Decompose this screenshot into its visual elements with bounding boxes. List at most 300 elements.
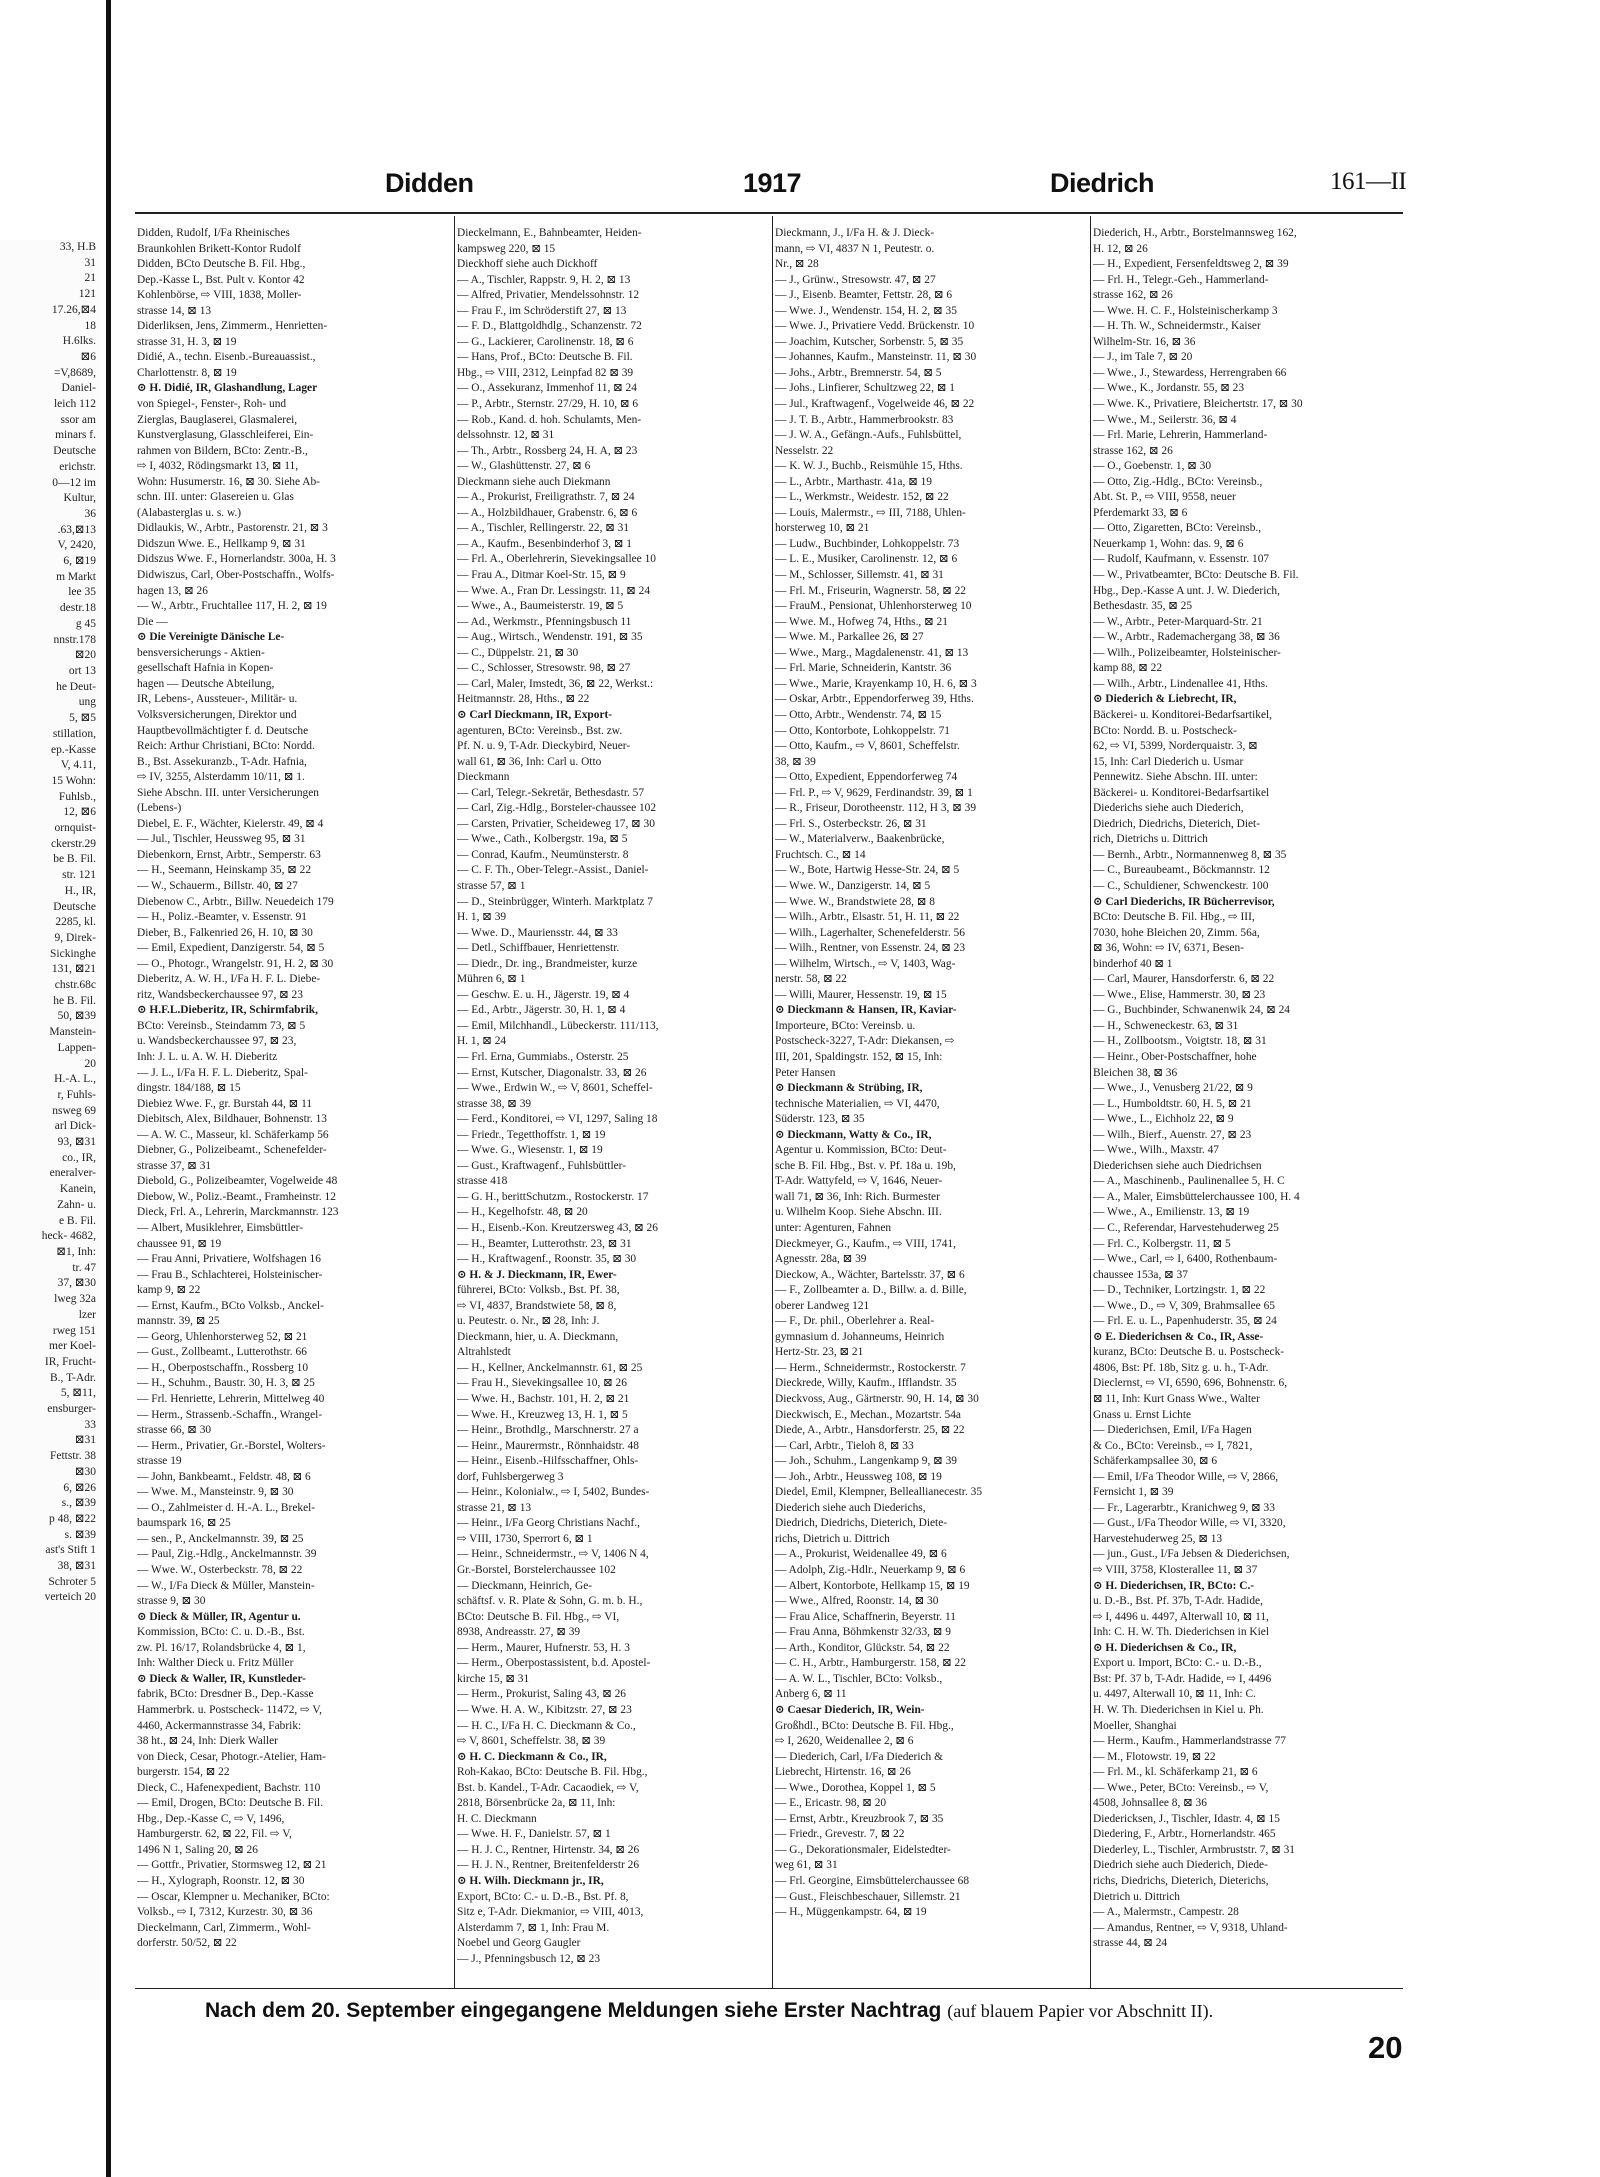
directory-line: Diderliksen, Jens, Zimmerm., Henrietten- (137, 320, 328, 333)
directory-line: — Frl. Henriette, Lehrerin, Mittelweg 40 (137, 1393, 325, 1406)
directory-line: — Joachim, Kutscher, Sorbenstr. 5, ⊠ 35 (775, 335, 964, 348)
directory-line: von Dieck, Cesar, Photogr.-Atelier, Ham- (137, 1750, 326, 1763)
directory-line: — Jul., Tischler, Heussweg 95, ⊠ 31 (137, 833, 306, 846)
directory-line: — L., Humboldtstr. 60, H. 5, ⊠ 21 (1093, 1097, 1252, 1110)
directory-line: — Emil, Milchhandl., Lübeckerstr. 111/113, (457, 1019, 659, 1032)
directory-line: delssohnstr. 12, ⊠ 31 (457, 429, 555, 442)
directory-line: Peter Hansen (775, 1066, 836, 1079)
directory-line: — Joh., Schuhm., Langenkamp 9, ⊠ 39 (775, 1455, 957, 1468)
directory-line: Diebenkorn, Ernst, Arbtr., Semperstr. 63 (137, 848, 321, 861)
directory-line: Schäferkampsallee 30, ⊠ 6 (1093, 1455, 1218, 1468)
directory-line: Diebel, E. F., Wächter, Kielerstr. 49, ⊠ 4 (137, 817, 324, 830)
directory-line: Dieckhoff siehe auch Dickhoff (457, 258, 598, 271)
directory-line: — D., Techniker, Lortzingstr. 1, ⊠ 22 (1093, 1284, 1266, 1297)
directory-line: — Detl., Schiffbauer, Henriettenstr. (457, 942, 620, 955)
directory-line: — Frl. M., kl. Schäferkamp 21, ⊠ 6 (1093, 1766, 1258, 1779)
directory-line: — L. E., Musiker, Carolinenstr. 12, ⊠ 6 (775, 553, 958, 566)
directory-line: 62, ⇨ VI, 5399, Norderquaistr. 3, ⊠ (1093, 740, 1258, 753)
directory-line: Dieckelmann, Carl, Zimmerm., Wohl- (137, 1921, 311, 1934)
directory-line: Heitmannstr. 28, Hths., ⊠ 22 (457, 693, 590, 706)
directory-line: — Wwe., Carl, ⇨ I, 6400, Rothenbaum- (1093, 1253, 1278, 1266)
directory-line: — Wwe., J., Stewardess, Herrengraben 66 (1093, 366, 1287, 379)
directory-line: — Herm., Strassenb.-Schaffn., Wrangel- (137, 1408, 323, 1421)
directory-line: — W., Arbtr., Peter-Marquard-Str. 21 (1093, 615, 1263, 628)
previous-page-fragment: 6, ⊠26 (63, 1481, 96, 1494)
directory-line: 4460, Ackermannstrasse 34, Fabrik: (137, 1719, 302, 1732)
previous-page-fragment: V, 4.11, (60, 759, 96, 772)
column-divider-3 (1090, 216, 1091, 1988)
directory-line: — H., Expedient, Fersenfeldtsweg 2, ⊠ 39 (1093, 258, 1289, 271)
directory-line: — Paul, Zig.-Hdlg., Anckelmannstr. 39 (137, 1548, 317, 1561)
directory-line: — H., Müggenkampstr. 64, ⊠ 19 (775, 1906, 927, 1919)
directory-line: ⇨ I, 4496 u. 4497, Alterwall 10, ⊠ 11, (1093, 1610, 1269, 1623)
header-rule (135, 212, 1403, 214)
directory-line: — Carl, Zig.-Hdlg., Borsteler-chaussee 102 (457, 802, 657, 815)
previous-page-fragment: Fuhlsb., (58, 790, 96, 803)
directory-line: oberer Landweg 121 (775, 1299, 870, 1312)
directory-line: — Frau Anna, Böhmkenstr 32/33, ⊠ 9 (775, 1626, 951, 1639)
directory-line: Diedericksen, J., Tischler, Idastr. 4, ⊠ 15 (1093, 1812, 1280, 1825)
previous-page-edge (0, 240, 100, 2000)
directory-line: Dieber, B., Falkenried 26, H. 10, ⊠ 30 (137, 926, 313, 939)
directory-line: — Frau Anni, Privatiere, Wolfshagen 16 (137, 1253, 321, 1266)
previous-page-fragment: 36 (84, 507, 96, 520)
directory-line: ⊙ Dieckmann, Watty & Co., IR, (775, 1128, 932, 1141)
directory-line: — Bernh., Arbtr., Normannenweg 8, ⊠ 35 (1093, 848, 1287, 861)
directory-line: ⇨ V, 8601, Scheffelstr. 38, ⊠ 39 (457, 1735, 606, 1748)
directory-line: 1496 N 1, Saling 20, ⊠ 26 (137, 1843, 258, 1856)
previous-page-fragment: tr. 47 (72, 1261, 96, 1274)
directory-line: — Wwe., Cath., Kolbergstr. 19a, ⊠ 5 (457, 833, 628, 846)
directory-line: — Wwe., Peter, BCto: Vereinsb., ⇨ V, (1093, 1781, 1269, 1794)
directory-line: — Frl. E. u. L., Papenhuderstr. 35, ⊠ 24 (1093, 1315, 1277, 1328)
directory-line: gymnasium d. Johanneums, Heinrich (775, 1330, 945, 1343)
directory-line: — Frl. S., Osterbeckstr. 26, ⊠ 31 (775, 817, 927, 830)
directory-line: Diederichsen siehe auch Diedrichsen (1093, 1159, 1262, 1172)
directory-line: ⊙ Die Vereinigte Dänische Le- (137, 631, 285, 644)
previous-page-fragment: 21 (84, 272, 96, 285)
directory-line: Bst: Pf. 37 b, T-Adr. Hadide, ⇨ I, 4496 (1093, 1672, 1272, 1685)
directory-line: — Wilhelm, Wirtsch., ⇨ V, 1403, Wag- (775, 957, 956, 970)
directory-line: — A., Maler, Eimsbüttelerchaussee 100, H. 4 (1093, 1190, 1300, 1203)
previous-page-fragment: s. ⊠39 (64, 1528, 96, 1541)
directory-line: — J., im Tale 7, ⊠ 20 (1093, 351, 1193, 364)
previous-page-fragment: he B. Fil. (53, 994, 96, 1007)
previous-page-fragment: co., IR, (62, 1151, 96, 1164)
directory-line: — Georg, Uhlenhorsterweg 52, ⊠ 21 (137, 1330, 308, 1343)
previous-page-fragment: ⊠30 (74, 1465, 96, 1478)
previous-page-fragment: Manstein- (49, 1026, 96, 1039)
directory-line: — Gust., Fleischbeschauer, Sillemstr. 21 (775, 1890, 961, 1903)
directory-line: Diedrich, Diedrichs, Dieterich, Diete- (775, 1517, 948, 1530)
directory-line: — H., Poliz.-Beamter, v. Essenstr. 91 (137, 911, 307, 924)
directory-line: — Hans, Prof., BCto: Deutsche B. Fil. (457, 351, 633, 364)
directory-line: führerei, BCto: Volksb., Bst. Pf. 38, (457, 1284, 620, 1297)
directory-line: — A. W. C., Masseur, kl. Schäferkamp 56 (137, 1128, 329, 1141)
directory-line: Wilhelm-Str. 16, ⊠ 36 (1093, 335, 1196, 348)
directory-line: agenturen, BCto: Vereinsb., Bst. zw. (457, 724, 623, 737)
directory-line: ⊙ H.F.L.Dieberitz, IR, Schirmfabrik, (137, 1004, 318, 1017)
directory-line: Kommission, BCto: C. u. D.-B., Bst. (137, 1626, 305, 1639)
directory-line: — C. H., Arbtr., Hamburgerstr. 158, ⊠ 22 (775, 1657, 966, 1670)
directory-line: kamp 9, ⊠ 22 (137, 1284, 201, 1297)
directory-line: — Albert, Musiklehrer, Eimsbüttler- (137, 1222, 304, 1234)
directory-line: Diebenow C., Arbtr., Billw. Neuedeich 179 (137, 895, 334, 908)
previous-page-fragment: ornquist- (54, 822, 96, 835)
directory-line: strasse 162, ⊠ 26 (1093, 444, 1173, 457)
directory-line: — Otto, Kontorbote, Lohkoppelstr. 71 (775, 724, 950, 737)
directory-line: H. W. Th. Diederichsen in Kiel u. Ph. (1093, 1703, 1264, 1716)
column-divider-2 (772, 216, 773, 1988)
directory-line: BCto: Nordd. B. u. Postscheck- (1093, 724, 1237, 737)
directory-line: — Ernst, Arbtr., Kreuzbrook 7, ⊠ 35 (775, 1812, 944, 1825)
directory-line: ⊙ H. Diederichsen & Co., IR, (1093, 1641, 1237, 1654)
directory-line: — H., Kegelhofstr. 48, ⊠ 20 (457, 1206, 588, 1219)
directory-line: Importeure, BCto: Vereinsb. u. (775, 1019, 916, 1032)
previous-page-fragment: ckerstr.29 (50, 837, 96, 850)
directory-line: — Frl. Marie, Lehrerin, Hammerland- (1093, 429, 1268, 442)
directory-line: — J. L., I/Fa H. F. L. Dieberitz, Spal- (137, 1066, 308, 1079)
directory-line: — H., Xylograph, Roonstr. 12, ⊠ 30 (137, 1874, 305, 1887)
previous-page-fragment: ung (78, 696, 96, 709)
directory-line: Inh: C. H. W. Th. Diederichsen in Kiel (1093, 1626, 1270, 1639)
directory-line: technische Materialien, ⇨ VI, 4470, (775, 1097, 940, 1110)
directory-line: Dieck, C., Hafenexpedient, Bachstr. 110 (137, 1781, 321, 1794)
directory-line: — Wwe. J., Wendenstr. 154, H. 2, ⊠ 35 (775, 304, 957, 317)
directory-line: strasse 57, ⊠ 1 (457, 879, 526, 892)
directory-line: — Heinr., Ober-Postschaffner, hohe (1093, 1050, 1257, 1063)
directory-line: strasse 37, ⊠ 31 (137, 1159, 212, 1172)
directory-line: Dieckelmann, E., Bahnbeamter, Heiden- (457, 227, 642, 239)
previous-page-fragment: nnstr.178 (53, 633, 96, 646)
directory-line: kampsweg 220, ⊠ 15 (457, 242, 556, 255)
directory-line: — Wwe. H., Kreuzweg 13, H. 1, ⊠ 5 (457, 1408, 628, 1421)
directory-line: — W., Glashüttenstr. 27, ⊠ 6 (457, 460, 591, 473)
previous-page-fragment: erichstr. (59, 460, 96, 473)
directory-line: — G., Dekorationsmaler, Eidelstedter- (775, 1843, 951, 1856)
footer-note-regular: (auf blauem Papier vor Abschnitt II). (947, 2001, 1214, 2021)
directory-line: — O., Goebenstr. 1, ⊠ 30 (1093, 460, 1212, 473)
directory-line: Roh-Kakao, BCto: Deutsche B. Fil. Hbg., (457, 1766, 648, 1779)
directory-line: — C. F. Th., Ober-Telegr.-Assist., Daniel- (457, 864, 649, 877)
directory-line: H. C. Dieckmann (457, 1812, 537, 1825)
directory-line: — Frl. P., ⇨ V, 9629, Ferdinandstr. 39, ⊠ 1 (775, 786, 973, 799)
directory-line: — Diederichsen, Emil, I/Fa Hagen (1093, 1424, 1252, 1437)
directory-line: — Wwe., Dorothea, Koppel 1, ⊠ 5 (775, 1781, 936, 1794)
directory-line: 4806, Bst: Pf. 18b, Sitz g. u. h., T-Adr. (1093, 1361, 1269, 1374)
previous-page-fragment: e B. Fil. (58, 1214, 96, 1227)
directory-line: — Albert, Kontorbote, Hellkamp 15, ⊠ 19 (775, 1579, 970, 1592)
directory-line: Pferdemarkt 33, ⊠ 6 (1093, 506, 1188, 519)
directory-line: — Wwe., Wilh., Maxstr. 47 (1093, 1144, 1219, 1157)
directory-line: — Diedr., Dr. ing., Brandmeister, kurze (457, 957, 638, 970)
previous-page-fragment: arl Dick- (54, 1120, 96, 1133)
directory-line: — Wwe. W., Danzigerstr. 14, ⊠ 5 (775, 879, 931, 892)
directory-column-3 (775, 226, 1087, 1921)
previous-page-fragment: ast's Stift 1 (45, 1544, 96, 1557)
directory-line: — FrauM., Pensionat, Uhlenhorsterweg 10 (775, 600, 972, 613)
directory-line: Postscheck-3227, T-Adr: Diekansen, ⇨ (775, 1035, 955, 1048)
directory-line: (Alabasterglas u. s. w.) (137, 506, 242, 519)
previous-page-fragment: verteich 20 (44, 1591, 96, 1604)
directory-line: — H., Beamter, Lutterothstr. 23, ⊠ 31 (457, 1237, 632, 1250)
directory-line: — Wwe., L., Eichholz 22, ⊠ 9 (1093, 1113, 1234, 1126)
previous-page-fragment: 6, ⊠19 (63, 555, 96, 568)
directory-line: 38, ⊠ 39 (775, 755, 816, 768)
directory-line: — H., Zollbootsm., Voigtstr. 18, ⊠ 31 (1093, 1035, 1267, 1048)
directory-line: IR, Lebens-, Aussteuer-, Militär- u. (137, 693, 298, 706)
directory-line: — Ernst, Kaufm., BCto Volksb., Anckel- (137, 1299, 324, 1312)
directory-line: Die — (137, 615, 168, 628)
directory-line: ⊙ Dieck & Müller, IR, Agentur u. (137, 1610, 301, 1623)
directory-line: — Gust., I/Fa Theodor Wille, ⇨ VI, 3320, (1093, 1517, 1286, 1530)
directory-line: richs, Dietrich u. Dittrich (775, 1532, 890, 1545)
directory-line: gesellschaft Hafnia in Kopen- (137, 662, 274, 675)
directory-line: — Gust., Kraftwagenf., Fuhlsbüttler- (457, 1159, 627, 1172)
previous-page-fragment: Daniel- (61, 382, 96, 395)
directory-line: Dep.-Kasse L, Bst. Pult v. Kontor 42 (137, 273, 305, 286)
previous-page-fragment: Lappen- (57, 1041, 96, 1054)
directory-line: Liebrecht, Hirtenstr. 16, ⊠ 26 (775, 1766, 911, 1779)
directory-line: Hertz-Str. 23, ⊠ 21 (775, 1346, 864, 1359)
column-divider-1 (454, 216, 455, 1988)
directory-line: u. Wilhelm Koop. Siehe Abschn. III. (775, 1206, 942, 1219)
directory-line: — Dieckmann, Heinrich, Ge- (457, 1579, 593, 1592)
directory-line: — Carl, Telegr.-Sekretär, Bethesdastr. 57 (457, 786, 645, 799)
directory-line: — W., Arbtr., Fruchtallee 117, H. 2, ⊠ 19 (137, 600, 327, 613)
directory-line: Pennewitz. Siehe Abschn. III. unter: (1093, 771, 1258, 784)
directory-line: Siehe Abschn. III. unter Versicherungen (137, 786, 319, 799)
directory-line: — H., Oberpostschaffn., Rossberg 10 (137, 1361, 309, 1374)
previous-page-fragment: 93, ⊠31 (57, 1136, 96, 1149)
directory-column-4 (1093, 226, 1405, 1952)
directory-line: — Friedr., Tegetthoffstr. 1, ⊠ 19 (457, 1128, 606, 1141)
directory-line: — Wwe. M., Parkallee 26, ⊠ 27 (775, 631, 924, 644)
directory-line: T-Adr. Wattyfeld, ⇨ V, 1646, Neuer- (775, 1175, 943, 1188)
directory-line: — Frl. Marie, Schneiderin, Kantstr. 36 (775, 662, 952, 675)
previous-page-fragment: nsweg 69 (52, 1104, 96, 1117)
directory-line: strasse 21, ⊠ 13 (457, 1501, 532, 1514)
directory-line: — Frl. M., Friseurin, Wagnerstr. 58, ⊠ 22 (775, 584, 966, 597)
directory-line: strasse 418 (457, 1175, 508, 1188)
directory-line: — Wwe., Marg., Magdalenenstr. 41, ⊠ 13 (775, 646, 969, 659)
directory-line: — Wwe., A., Emilienstr. 13, ⊠ 19 (1093, 1206, 1250, 1219)
page-gutter (106, 0, 111, 2177)
directory-line: 8938, Andreasstr. 27, ⊠ 39 (457, 1626, 581, 1639)
directory-line: — Wwe., D., ⇨ V, 309, Brahmsallee 65 (1093, 1299, 1275, 1312)
directory-line: — Wwe. J., Privatiere Vedd. Brückenstr. 10 (775, 320, 975, 333)
directory-line: — Conrad, Kaufm., Neumünsterstr. 8 (457, 848, 629, 861)
directory-line: — Herm., Maurer, Hufnerstr. 53, H. 3 (457, 1641, 630, 1654)
directory-line: — L., Werkmstr., Weidestr. 152, ⊠ 22 (775, 491, 949, 504)
previous-page-fragment: Kanein, (59, 1183, 96, 1196)
directory-line: — C., Bureaubeamt., Böckmannstr. 12 (1093, 864, 1270, 877)
directory-line: Diebitsch, Alex, Bildhauer, Bohnenstr. 13 (137, 1113, 327, 1126)
directory-line: — Johs., Linfierer, Schultzweg 22, ⊠ 1 (775, 382, 955, 395)
directory-line: — Otto, Kaufm., ⇨ V, 8601, Scheffelstr. (775, 740, 960, 753)
directory-line: schäftsf. v. R. Plate & Sohn, G. m. b. H., (457, 1595, 643, 1608)
directory-line: — Otto, Zig.-Hdlg., BCto: Vereinsb., (1093, 475, 1263, 488)
directory-line: — Herm., Kaufm., Hammerlandstrasse 77 (1093, 1735, 1286, 1748)
directory-line: H. 1, ⊠ 24 (457, 1035, 507, 1048)
previous-page-fragment: he Deut- (56, 680, 96, 693)
previous-page-fragment: rweg 151 (52, 1324, 96, 1337)
directory-line: H. 1, ⊠ 39 (457, 911, 507, 924)
directory-line: Hbg., Dep.-Kasse A unt. J. W. Diederich, (1093, 584, 1280, 597)
directory-line: Dieckvoss, Aug., Gärtnerstr. 90, H. 14, ⊠ 30 (775, 1393, 979, 1406)
directory-line: unter: Agenturen, Fahnen (775, 1222, 892, 1234)
directory-line: — H. C., I/Fa H. C. Dieckmann & Co., (457, 1719, 636, 1732)
directory-line: — Heinr., Eisenb.-Hilfsschaffner, Ohls- (457, 1455, 639, 1468)
directory-line: Gr.-Borstel, Borstelerchaussee 102 (457, 1564, 616, 1577)
directory-line: — F., Zollbeamter a. D., Billw. a. d. Bille, (775, 1284, 967, 1297)
directory-line: ⊙ E. Diederichsen & Co., IR, Asse- (1093, 1330, 1264, 1343)
directory-line: — Diederich, Carl, I/Fa Diederich & (775, 1750, 943, 1763)
directory-line: — Rudolf, Kaufmann, v. Essenstr. 107 (1093, 553, 1270, 566)
directory-line: Export, BCto: C.- u. D.-B., Bst. Pf. 8, (457, 1890, 629, 1903)
previous-page-fragment: ep.-Kasse (50, 743, 96, 756)
previous-page-fragment: p 48, ⊠22 (48, 1512, 96, 1525)
directory-line: — Frl. Erna, Gummiabs., Osterstr. 25 (457, 1050, 629, 1063)
directory-line: Bäckerei- u. Konditorei-Bedarfsartikel (1093, 786, 1270, 799)
previous-page-fragment: ⊠31 (74, 1434, 96, 1447)
directory-line: — John, Bankbeamt., Feldstr. 48, ⊠ 6 (137, 1470, 311, 1483)
directory-line: — Wilh., Arbtr., Elsastr. 51, H. 11, ⊠ 22 (775, 911, 960, 924)
previous-page-fragment: ort 13 (68, 664, 96, 677)
directory-line: & Co., BCto: Vereinsb., ⇨ I, 7821, (1093, 1439, 1253, 1452)
directory-line: — M., Schlosser, Sillemstr. 41, ⊠ 31 (775, 569, 944, 582)
directory-line: — Wwe., M., Seilerstr. 36, ⊠ 4 (1093, 413, 1237, 426)
directory-line: — H., Eisenb.-Kon. Kreutzersweg 43, ⊠ 26 (457, 1222, 658, 1234)
directory-line: Diederich siehe auch Diederichs, (775, 1501, 926, 1514)
directory-line: von Spiegel-, Fenster-, Roh- und (137, 398, 287, 411)
directory-line: strasse 44, ⊠ 24 (1093, 1937, 1168, 1950)
directory-line: Diederichs siehe auch Diederich, (1093, 802, 1244, 815)
directory-line: — Gust., Zollbeamt., Lutterothstr. 66 (137, 1346, 307, 1359)
directory-line: — Wwe. H. A. W., Kibitzstr. 27, ⊠ 23 (457, 1703, 632, 1716)
footer-note-bold: Nach dem 20. September eingegangene Meldungen siehe Erster Nachtrag (205, 1999, 942, 2022)
directory-line: — Wwe. G., Wiesenstr. 1, ⊠ 19 (457, 1144, 603, 1157)
directory-line: ⊙ H. C. Dieckmann & Co., IR, (457, 1750, 607, 1763)
directory-line: — Johannes, Kaufm., Mansteinstr. 11, ⊠ 30 (775, 351, 977, 364)
directory-line: — sen., P., Anckelmannstr. 39, ⊠ 25 (137, 1532, 304, 1545)
directory-line: — Herm., Prokurist, Saling 43, ⊠ 26 (457, 1688, 627, 1701)
directory-line: Diebold, G., Polizeibeamter, Vogelweide 48 (137, 1175, 338, 1188)
directory-line: — Carl, Maler, Imstedt, 36, ⊠ 22, Werkst.: (457, 677, 654, 690)
previous-page-fragment: str. 121 (62, 869, 96, 882)
directory-line: Agentur u. Kommission, BCto: Deut- (775, 1144, 947, 1157)
directory-line: ritz, Wandsbeckerchaussee 97, ⊠ 23 (137, 988, 303, 1001)
directory-line: — Herm., Oberpostassistent, b.d. Apostel- (457, 1657, 651, 1670)
previous-page-fragment: stillation, (52, 727, 96, 740)
directory-line: Diebow, W., Poliz.-Beamt., Framheinstr. 12 (137, 1190, 336, 1203)
directory-line: 4508, Johnsallee 8, ⊠ 36 (1093, 1797, 1207, 1810)
directory-line: Nesselstr. 22 (775, 444, 834, 457)
directory-line: — Adolph, Zig.-Hdlr., Neuerkamp 9, ⊠ 6 (775, 1564, 966, 1577)
directory-line: — W., Schauerm., Billstr. 40, ⊠ 27 (137, 879, 298, 892)
directory-line: Diedrich siehe auch Diederich, Diede- (1093, 1859, 1268, 1872)
directory-line: strasse 66, ⊠ 30 (137, 1424, 212, 1437)
directory-line: — L., Arbtr., Marthastr. 41a, ⊠ 19 (775, 475, 932, 488)
directory-line: ⊙ Caesar Diederich, IR, Wein- (775, 1703, 925, 1716)
directory-line: Dieckmann, hier, u. A. Dieckmann, (457, 1330, 619, 1343)
directory-line: — Wwe. A., Fran Dr. Lessingstr. 11, ⊠ 24 (457, 584, 651, 597)
directory-line: zw. Pl. 16/17, Rolandsbrücke 4, ⊠ 1, (137, 1641, 306, 1654)
directory-line: B., Bst. Assekuranzb., T-Adr. Hafnia, (137, 755, 307, 768)
directory-line: ⊙ H. Didié, IR, Glashandlung, Lager (137, 382, 318, 395)
previous-page-fragment: 15 Wohn: (51, 774, 96, 787)
directory-line: — K. W. J., Buchb., Reismühle 15, Hths. (775, 460, 963, 473)
directory-line: — O., Zahlmeister d. H.-A. L., Brekel- (137, 1501, 316, 1514)
directory-line: — H., Schweneckestr. 63, ⊠ 31 (1093, 1019, 1239, 1032)
previous-page-fragment: 18 (84, 319, 96, 332)
directory-line: — Frl. C., Kolbergstr. 11, ⊠ 5 (1093, 1237, 1231, 1250)
directory-line: — Wwe., K., Jordanstr. 55, ⊠ 23 (1093, 382, 1245, 395)
directory-line: — Wwe., Elise, Hammerstr. 30, ⊠ 23 (1093, 988, 1266, 1001)
directory-line: H. 12, ⊠ 26 (1093, 242, 1148, 255)
directory-line: Hbg., ⇨ VIII, 2312, Leinpfad 82 ⊠ 39 (457, 366, 634, 379)
directory-line: — Rob., Kand. d. hoh. Schulamts, Men- (457, 413, 642, 426)
directory-line: ⊙ Dieckmann & Hansen, IR, Kaviar- (775, 1004, 957, 1017)
directory-line: Didié, A., techn. Eisenb.-Bureauassist., (137, 351, 316, 364)
directory-line: u. Peutestr. o. Nr., ⊠ 28, Inh: J. (457, 1315, 600, 1328)
directory-line: — H., Kellner, Anckelmannstr. 61, ⊠ 25 (457, 1361, 643, 1374)
directory-line: u. D.-B., Bst. Pf. 37b, T-Adr. Hadide, (1093, 1595, 1263, 1608)
directory-line: — Frau F., im Schröderstift 27, ⊠ 13 (457, 304, 627, 317)
directory-line: — Wwe. M., Mansteinstr. 9, ⊠ 30 (137, 1486, 294, 1499)
directory-line: — H. J. N., Rentner, Breitenfelderstr 26 (457, 1859, 640, 1872)
previous-page-fragment: 33, H.B (59, 241, 96, 253)
previous-page-fragment: ⊠20 (74, 649, 96, 662)
directory-line: Didszus Wwe. F., Hornerlandstr. 300a, H. 3 (137, 553, 336, 566)
directory-line: — O., Photogr., Wrangelstr. 91, H. 2, ⊠ 30 (137, 957, 334, 970)
header-page-ref: 161—II (1330, 168, 1407, 195)
directory-line: — Wwe. H., Bachstr. 101, H. 2, ⊠ 21 (457, 1393, 630, 1406)
directory-line: Fruchtsch. C., ⊠ 14 (775, 848, 866, 861)
directory-line: Zierglas, Bauglaserei, Glasmalerei, (137, 413, 298, 426)
directory-line: — Heinr., I/Fa Georg Christians Nachf., (457, 1517, 640, 1530)
directory-line: ⇨ VI, 4837, Brandstwiete 58, ⊠ 8, (457, 1299, 617, 1312)
directory-line: Hamburgerstr. 62, ⊠ 22, Fil. ⇨ V, (137, 1828, 292, 1841)
directory-line: chaussee 91, ⊠ 19 (137, 1237, 222, 1250)
directory-line: — Wwe., A., Baumeisterstr. 19, ⊠ 5 (457, 600, 624, 613)
directory-line: Volksb., ⇨ I, 7312, Kurzestr. 30, ⊠ 36 (137, 1906, 313, 1919)
directory-line: richs, Diedrichs, Dieterich, Dieterichs, (1093, 1874, 1269, 1887)
directory-line: strasse 19 (137, 1455, 182, 1468)
previous-page-fragment: ⊠1, Inh: (56, 1246, 96, 1258)
directory-line: ⊙ Dieck & Waller, IR, Kunstleder- (137, 1672, 306, 1685)
directory-line: — Aug., Wirtsch., Wendenstr. 191, ⊠ 35 (457, 631, 643, 644)
directory-line: nerstr. 58, ⊠ 22 (775, 973, 847, 986)
directory-line: baumspark 16, ⊠ 25 (137, 1517, 231, 1530)
directory-line: — R., Friseur, Dorotheenstr. 112, H 3, ⊠ 39 (775, 802, 977, 815)
directory-line: Inh: Walther Dieck u. Fritz Müller (137, 1657, 294, 1670)
directory-line: — A., Holzbildhauer, Grabenstr. 6, ⊠ 6 (457, 506, 638, 519)
directory-line: ⊙ Carl Diederichs, IR Bücherrevisor, (1093, 895, 1275, 908)
directory-line: — G., Lackierer, Carolinenstr. 18, ⊠ 6 (457, 335, 634, 348)
directory-line: ⊠ 36, Wohn: ⇨ IV, 6371, Besen- (1093, 942, 1244, 955)
previous-page-fragment: 38, ⊠31 (57, 1560, 96, 1573)
previous-page-fragment: be B. Fil. (53, 853, 96, 866)
directory-line: strasse 162, ⊠ 26 (1093, 289, 1173, 302)
directory-line: — Oskar, Arbtr., Eppendorferweg 39, Hths. (775, 693, 974, 706)
directory-line: ⊙ H. & J. Dieckmann, IR, Ewer- (457, 1268, 617, 1281)
directory-line: Nr., ⊠ 28 (775, 258, 819, 271)
previous-page-fragment: Deutsche (53, 445, 96, 458)
directory-line: — Ferd., Konditorei, ⇨ VI, 1297, Saling 18 (457, 1113, 658, 1126)
previous-page-fragment: H.6lks. (62, 335, 96, 348)
directory-line: Braunkohlen Brikett-Kontor Rudolf (137, 242, 301, 255)
